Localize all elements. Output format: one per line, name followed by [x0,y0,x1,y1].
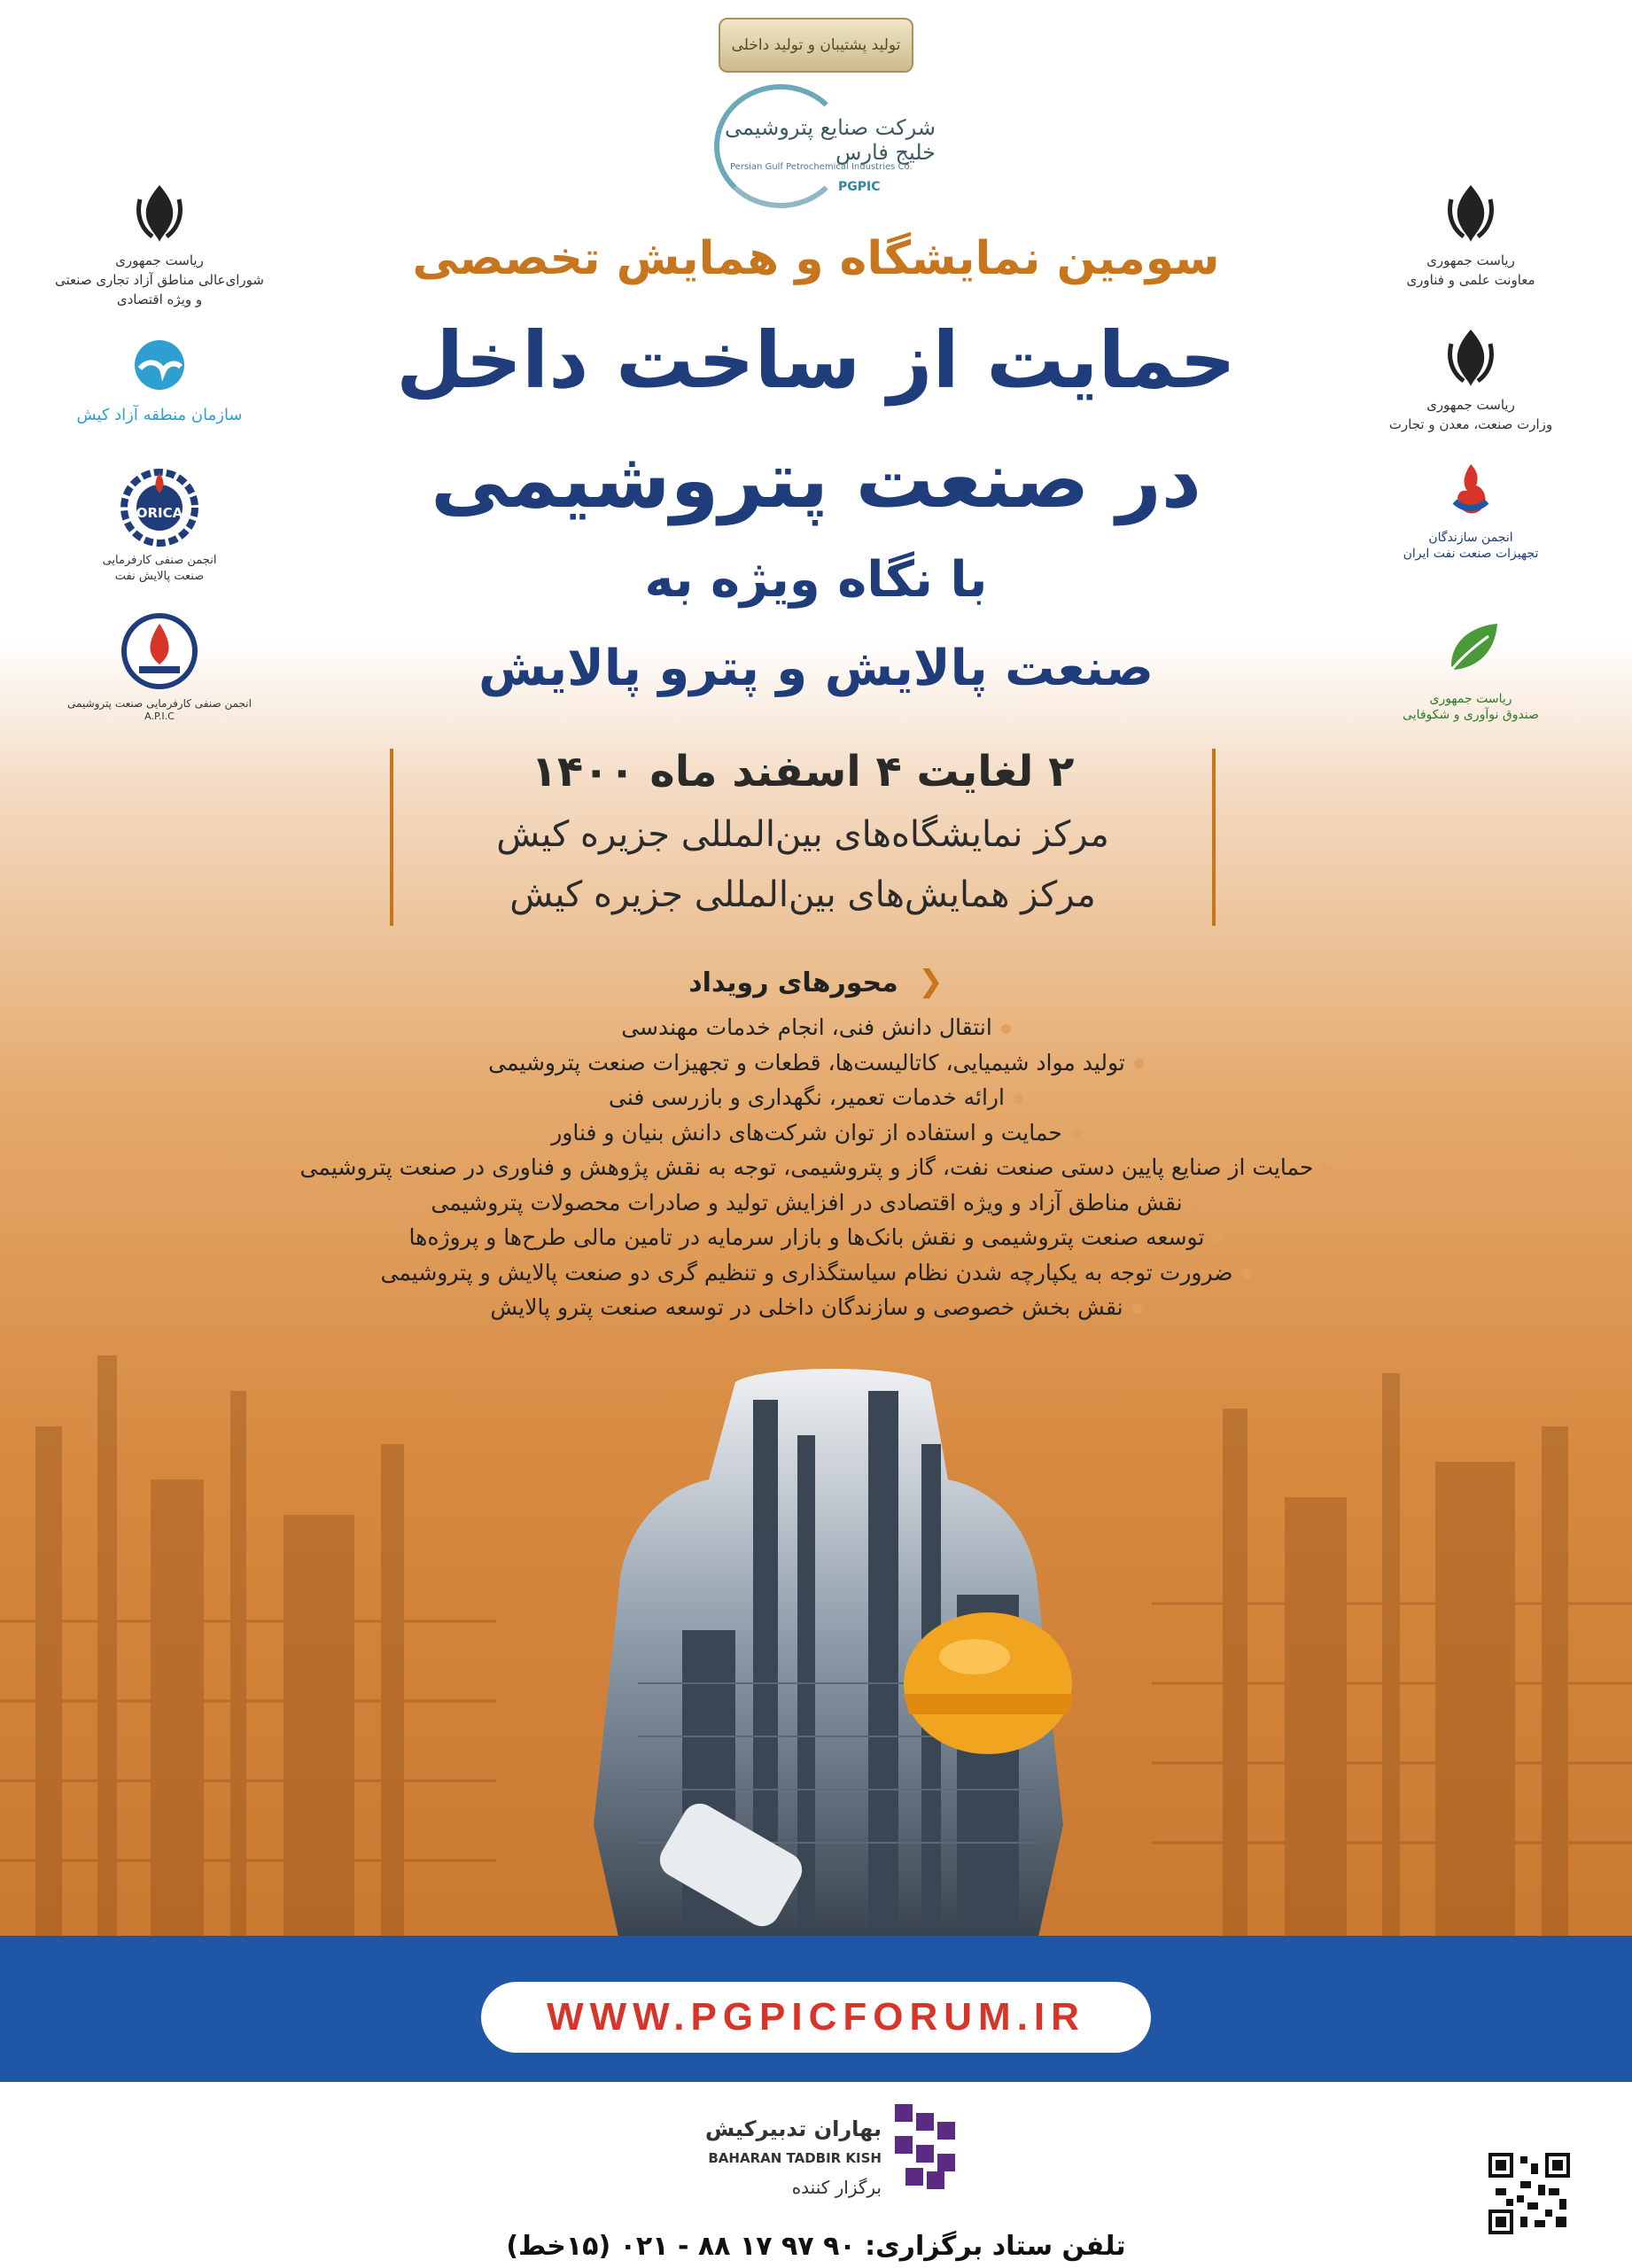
list-item: نقش بخش خصوصی و سازندگان داخلی در توسعه صنعت پترو پالایش [0,1290,1632,1325]
list-item: انتقال دانش فنی، انجام خدمات مهندسی [0,1010,1632,1045]
logo-caption: انجمن سازندگان تجهیزات صنعت نفت ایران [1403,531,1539,561]
logo-caption: سازمان منطقه آزاد کیش [76,406,243,424]
leaf-icon [1434,611,1508,686]
bullet-icon [1192,1199,1201,1208]
logo-caption: ریاست جمهوری وزارت صنعت، معدن و تجارت [1388,397,1553,432]
kish-wave-icon [131,337,188,400]
website-url-link[interactable]: WWW.PGPICFORUM.IR [481,1982,1151,2053]
sponsor-logo-industry-ministry [1364,326,1577,434]
list-item: نقش مناطق آزاد و ویژه اقتصادی در افزایش تولید و صادرات محصولات پتروشیمی [0,1185,1632,1221]
qr-code-image [1488,2153,1570,2234]
oil-makers-flame-icon [1442,461,1499,524]
bullet-icon [1071,1129,1081,1138]
bullet-icon [1213,1234,1223,1244]
event-focus-line1: با نگاه ویژه به [644,551,988,609]
iran-emblem-icon [1442,326,1499,390]
logo-caption: ریاست جمهوری شورای‌عالی مناطق آزاد تجاری صنعتی و ویژه اقتصادی [55,252,264,307]
list-item: توسعه صنعت پتروشیمی و نقش بانک‌ها و بازار سرمایه در تامین مالی طرح‌ها و پروژه‌ها [0,1220,1632,1255]
event-details [390,749,1216,926]
pgpic-logo-abbr: PGPIC [838,180,881,194]
sponsor-logo-innovation-fund [1364,611,1577,723]
logo-caption: ریاست جمهوری صندوق نوآوری و شکوفایی [1403,692,1539,722]
bullet-icon [1001,1024,1011,1034]
event-focus-line2: صنعت پالایش و پترو پالایش [478,640,1154,697]
topics-heading-label: محورهای رویداد [688,967,898,998]
organizer-name-en: BAHARAN TADBIR KISH [708,2150,882,2166]
sponsor-logo-kish [53,337,266,425]
bullet-icon [1132,1304,1142,1314]
bullet-icon [1014,1094,1023,1104]
event-subtitle: سومین نمایشگاه و همایش تخصصی [412,232,1220,285]
list-item: تولید مواد شیمیایی، کاتالیست‌ها، قطعات و تجهیزات صنعت پتروشیمی [0,1045,1632,1081]
sponsor-logo-apic [53,611,266,722]
logo-caption: ریاست جمهوری معاونت علمی و فناوری [1406,252,1535,288]
list-item: حمایت و استفاده از توان شرکت‌های دانش بنیان و فناور [0,1115,1632,1151]
engineer-refinery-image [532,1364,1134,1993]
apic-drop-icon [120,611,199,691]
topics-list [0,1010,1632,1325]
event-title-line1: حمایت از ساخت داخل [396,315,1236,406]
list-item: ارائه خدمات تعمیر، نگهداری و بازرسی فنی [0,1080,1632,1115]
list-item: ضرورت توجه به یکپارچه شدن نظام سیاستگذاری و تنظیم گری دو صنعت پالایش و پتروشیمی [0,1255,1632,1291]
chevron-left-icon: ❮ [918,964,944,999]
event-venue-conference: مرکز همایش‌های بین‌المللی جزیره کیش [509,874,1096,915]
iran-emblem-icon [1442,182,1499,245]
bullet-icon [1322,1164,1332,1174]
event-venue-exhibition: مرکز نمایشگاه‌های بین‌المللی جزیره کیش [496,814,1109,855]
organizer-phone: تلفن ستاد برگزاری: ۹۰ ۹۷ ۱۷ ۸۸ - ۰۲۱ (۱۵خط) [506,2231,1126,2262]
topics-heading [0,964,1632,999]
baharan-mark-icon [895,2104,957,2189]
apic-label: A.P.I.C [144,711,175,722]
sponsor-logo-science-vp [1364,182,1577,290]
top-badge: تولید پشتیبان و تولید داخلی [719,18,913,73]
event-dates: ۲ لغایت ۴ اسفند ماه ۱۴۰۰ [531,747,1075,796]
bullet-icon [1242,1269,1252,1278]
orica-label: ORICA [136,505,183,521]
iran-emblem-icon [131,182,188,245]
pgpic-logo-english: Persian Gulf Petrochemical Industries Co. [730,162,913,172]
organizer-role: برگزار کننده [791,2177,882,2198]
pgpic-logo [696,84,936,208]
sponsor-logo-free-zones-council [53,182,266,309]
sponsor-logo-oil-equipment-makers [1364,461,1577,562]
bullet-icon [1134,1059,1144,1068]
logo-caption: انجمن صنفی کارفرمایی صنعت پتروشیمی [67,697,252,710]
sponsor-logo-orica [53,468,266,585]
logo-caption: انجمن صنفی کارفرمایی صنعت پالایش نفت [102,554,217,583]
organizer-name-fa: بهاران تدبیرکیش [704,2117,882,2141]
list-item: حمایت از صنایع پایین دستی صنعت نفت، گاز و پتروشیمی، توجه به نقش پژوهش و فناوری در صنعت پتروشیمی [0,1150,1632,1185]
pgpic-logo-name: شرکت صنایع پتروشیمی خلیج فارس [725,115,936,165]
organizer-logo [700,2104,957,2210]
event-title-line2: در صنعت پتروشیمی [431,434,1201,525]
